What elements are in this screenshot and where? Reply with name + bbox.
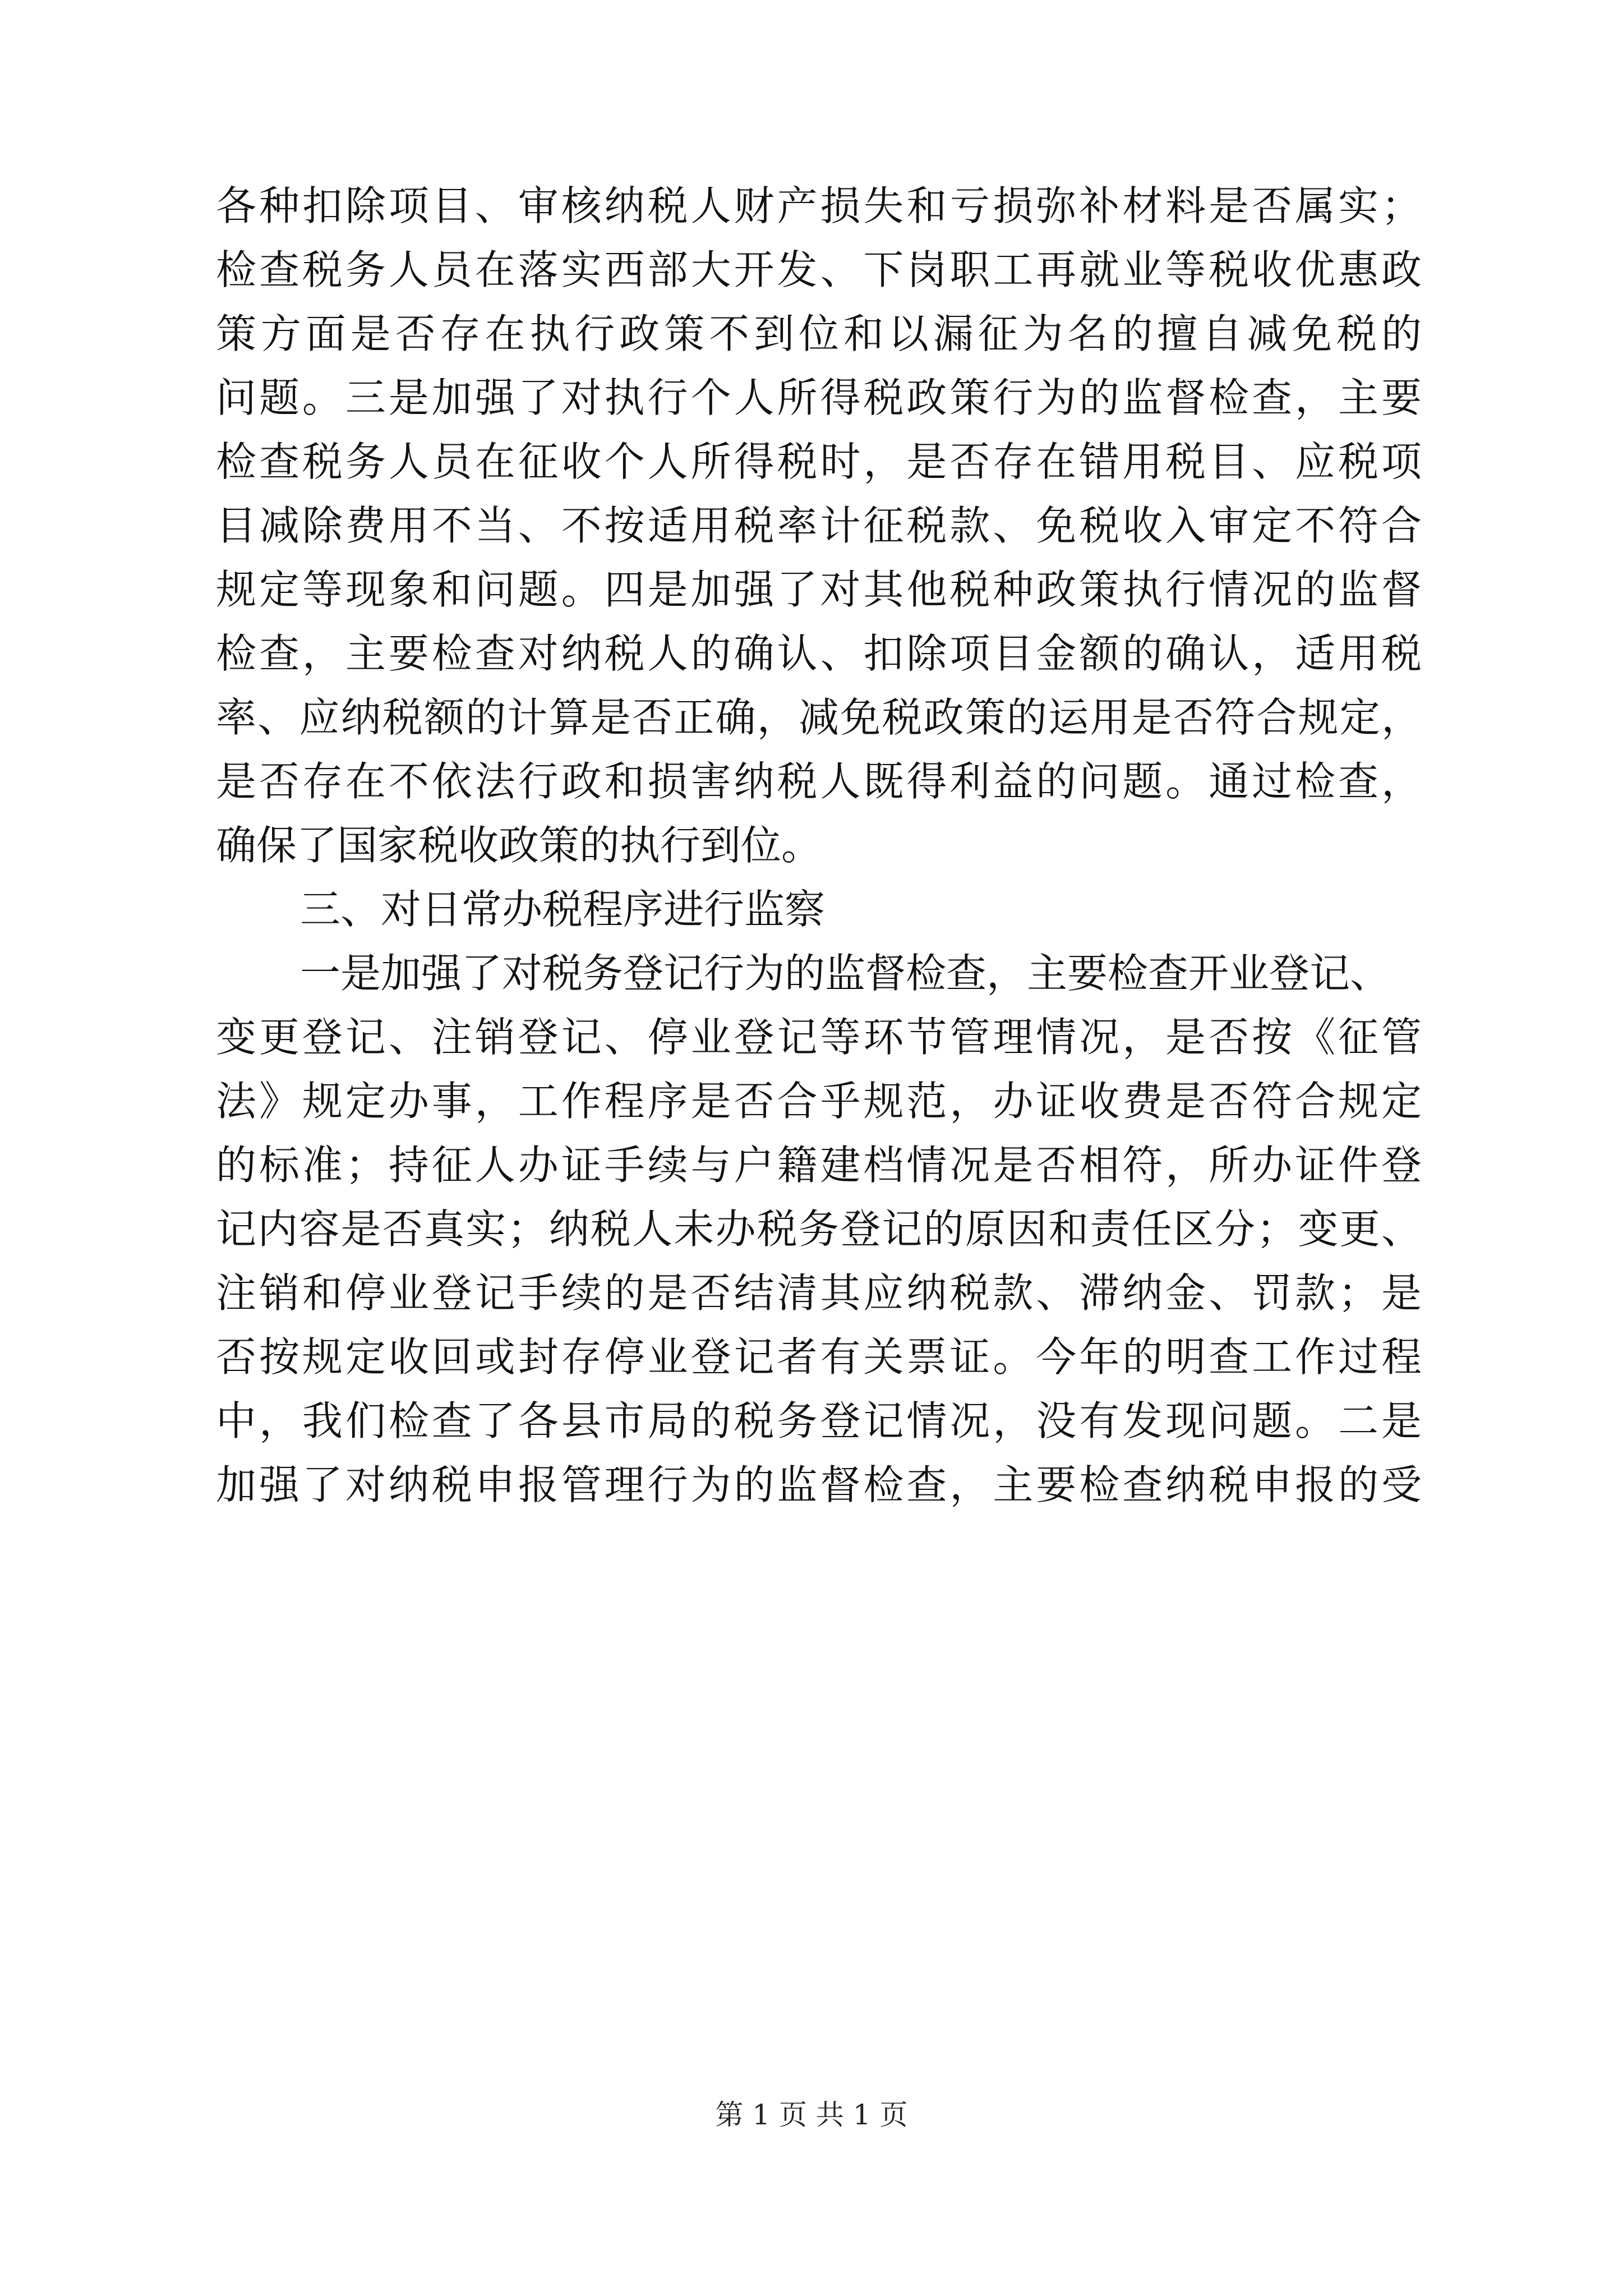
text-line: 问题。三是加强了对执行个人所得税政策行为的监督检查，主要 (216, 374, 1422, 421)
text-line: 变更登记、注销登记、停业登记等环节管理情况，是否按《征管 (216, 1014, 1422, 1061)
text-line: 检查税务人员在征收个人所得税时，是否存在错用税目、应税项 (216, 438, 1422, 485)
text-line: 加强了对纳税申报管理行为的监督检查，主要检查纳税申报的受 (216, 1461, 1422, 1508)
text-line: 策方面是否存在执行政策不到位和以漏征为名的擅自减免税的 (216, 310, 1422, 357)
text-line: 是否存在不依法行政和损害纳税人既得利益的问题。通过检查， (216, 758, 1422, 805)
text-line: 目减除费用不当、不按适用税率计征税款、免税收入审定不符合 (216, 502, 1422, 549)
text-line: 检查，主要检查对纳税人的确认、扣除项目金额的确认，适用税 (216, 630, 1422, 677)
text-line: 注销和停业登记手续的是否结清其应纳税款、滞纳金、罚款；是 (216, 1269, 1422, 1317)
text-line: 否按规定收回或封存停业登记者有关票证。今年的明查工作过程 (216, 1333, 1422, 1381)
text-line: 确保了国家税收政策的执行到位。 (216, 822, 822, 869)
text-line: 规定等现象和问题。四是加强了对其他税种政策执行情况的监督 (216, 566, 1422, 613)
text-line: 各种扣除项目、审核纳税人财产损失和亏损弥补材料是否属实； (216, 182, 1422, 229)
text-line: 的标准；持征人办证手续与户籍建档情况是否相符，所办证件登 (216, 1142, 1422, 1189)
page-number-footer: 第 1 页 共 1 页 (715, 2099, 908, 2131)
text-line: 检查税务人员在落实西部大开发、下岗职工再就业等税收优惠政 (216, 246, 1422, 293)
text-line: 法》规定办事，工作程序是否合乎规范，办证收费是否符合规定 (216, 1078, 1422, 1125)
paragraph-first-line: 一是加强了对税务登记行为的监督检查，主要检查开业登记、 (300, 950, 1391, 997)
text-line: 率、应纳税额的计算是否正确，减免税政策的运用是否符合规定， (216, 694, 1422, 741)
text-line: 中，我们检查了各县市局的税务登记情况，没有发现问题。二是 (216, 1397, 1422, 1444)
document-body (216, 174, 1422, 1517)
text-line: 记内容是否真实；纳税人未办税务登记的原因和责任区分；变更、 (216, 1205, 1422, 1253)
section-heading: 三、对日常办税程序进行监察 (300, 886, 826, 933)
